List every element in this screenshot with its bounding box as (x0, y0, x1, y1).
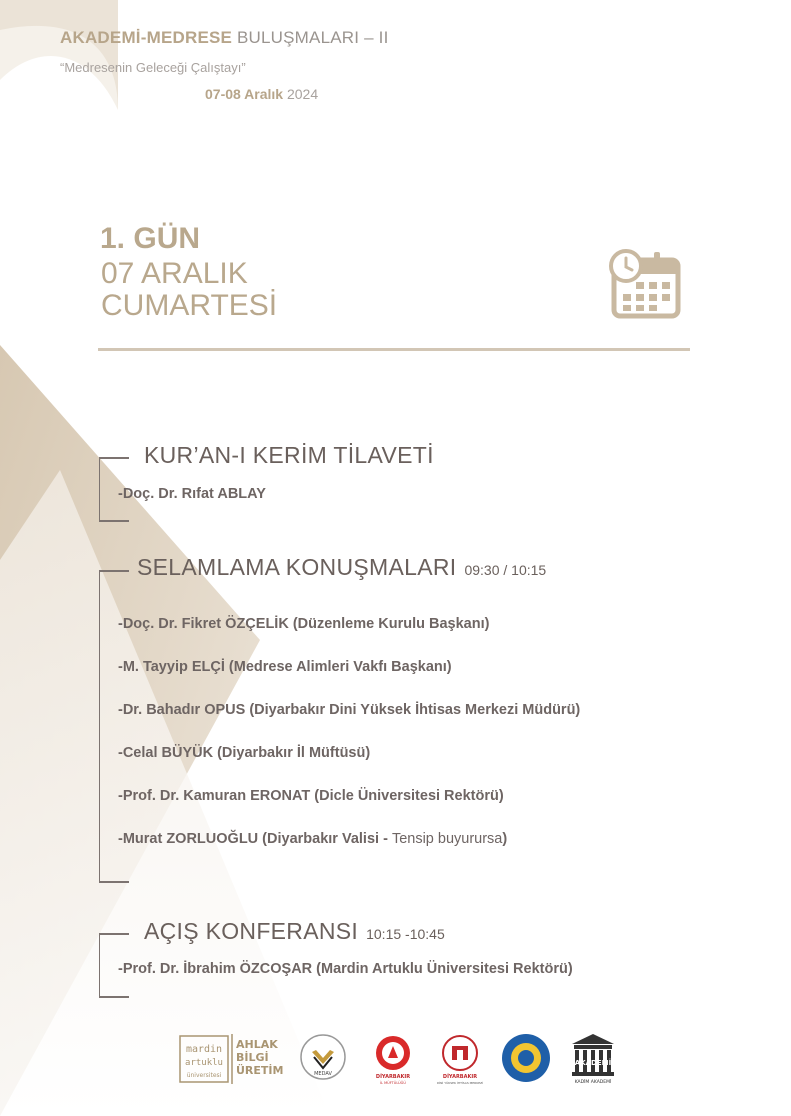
section-bracket (99, 933, 100, 997)
person-item: -M. Tayyip ELÇİ (Medrese Alimleri Vakfı Başkanı) (118, 659, 452, 675)
bracket-tick (99, 570, 129, 572)
svg-text:DİNİ YÜKSEK İHTİSAS MERKEZİ: DİNİ YÜKSEK İHTİSAS MERKEZİ (436, 1081, 484, 1085)
person-item: -Prof. Dr. İbrahim ÖZCOŞAR (Mardin Artuklu Üniversitesi Rektörü) (118, 961, 573, 977)
svg-text:mardin: mardin (185, 1044, 223, 1055)
svg-text:AKADEMİ: AKADEMİ (574, 1059, 612, 1067)
section-header-selamlama (137, 554, 546, 581)
person-item: -Doç. Dr. Rıfat ABLAY (118, 486, 266, 502)
sponsor-logos (0, 1030, 791, 1090)
section-time: 09:30 / 10:15 (464, 562, 547, 578)
bracket-tick (99, 933, 129, 935)
event-subtitle: “Medresenin Geleceği Çalıştayı” (60, 60, 246, 75)
svg-text:DİYARBAKIR: DİYARBAKIR (442, 1074, 478, 1080)
diyarbakir-il-muftulugu-logo (376, 1036, 410, 1085)
section-title-tilavet: KUR’AN-I KERİM TİLAVETİ (144, 442, 434, 468)
person-item: -Dr. Bahadır OPUS (Diyarbakır Dini Yüksek İhtisas Merkezi Müdürü) (118, 702, 581, 718)
svg-text:artuklu: artuklu (185, 1058, 223, 1068)
svg-text:AHLAK: AHLAK (236, 1038, 278, 1051)
event-dates: 07-08 Aralık 2024 (205, 86, 319, 102)
section-bracket (99, 570, 100, 882)
svg-text:DİYARBAKIR: DİYARBAKIR (375, 1074, 411, 1080)
section-header-acis (144, 918, 445, 945)
bracket-tick (99, 520, 129, 522)
svg-text:KADİM AKADEMİ: KADİM AKADEMİ (574, 1080, 612, 1085)
svg-text:üniversitesi: üniversitesi (186, 1072, 222, 1079)
svg-text:BİLGİ: BİLGİ (236, 1051, 269, 1064)
svg-text:ÜRETİM: ÜRETİM (236, 1064, 284, 1077)
section-title-acis: AÇIŞ KONFERANSI (144, 918, 359, 944)
kadim-akademi-logo (572, 1034, 614, 1085)
person-item: -Prof. Dr. Kamuran ERONAT (Dicle Üniversitesi Rektörü) (118, 788, 504, 804)
person-item: -Doç. Dr. Fikret ÖZÇELİK (Düzenleme Kurulu Başkanı) (118, 616, 490, 632)
svg-text:MEDAV: MEDAV (314, 1071, 332, 1077)
svg-text:İL MÜFTÜLÜĞÜ: İL MÜFTÜLÜĞÜ (380, 1081, 406, 1085)
person-item: -Murat ZORLUOĞLU (Diyarbakır Valisi - Tensip buyurursa) (118, 831, 508, 847)
section-bracket (99, 457, 100, 521)
day-date: 07 ARALIK (101, 257, 248, 290)
bracket-tick (99, 457, 129, 459)
calendar-clock-icon (606, 248, 682, 320)
bracket-tick (99, 881, 129, 883)
section-title-selamlama: SELAMLAMA KONUŞMALARI (137, 554, 457, 580)
dicle-universitesi-logo (502, 1034, 550, 1082)
day-number: 1. GÜN (100, 222, 201, 255)
diyarbakir-dyim-logo (437, 1036, 483, 1085)
person-item: -Celal BÜYÜK (Diyarbakır İl Müftüsü) (118, 745, 371, 761)
day-weekday: CUMARTESİ (101, 289, 278, 322)
event-title: AKADEMİ-MEDRESE BULUŞMALARI – II (60, 28, 389, 47)
heading-divider (98, 348, 690, 351)
medav-logo (301, 1035, 345, 1079)
section-time: 10:15 -10:45 (366, 926, 445, 942)
bracket-tick (99, 996, 129, 998)
mardin-artuklu-logo (180, 1034, 283, 1084)
